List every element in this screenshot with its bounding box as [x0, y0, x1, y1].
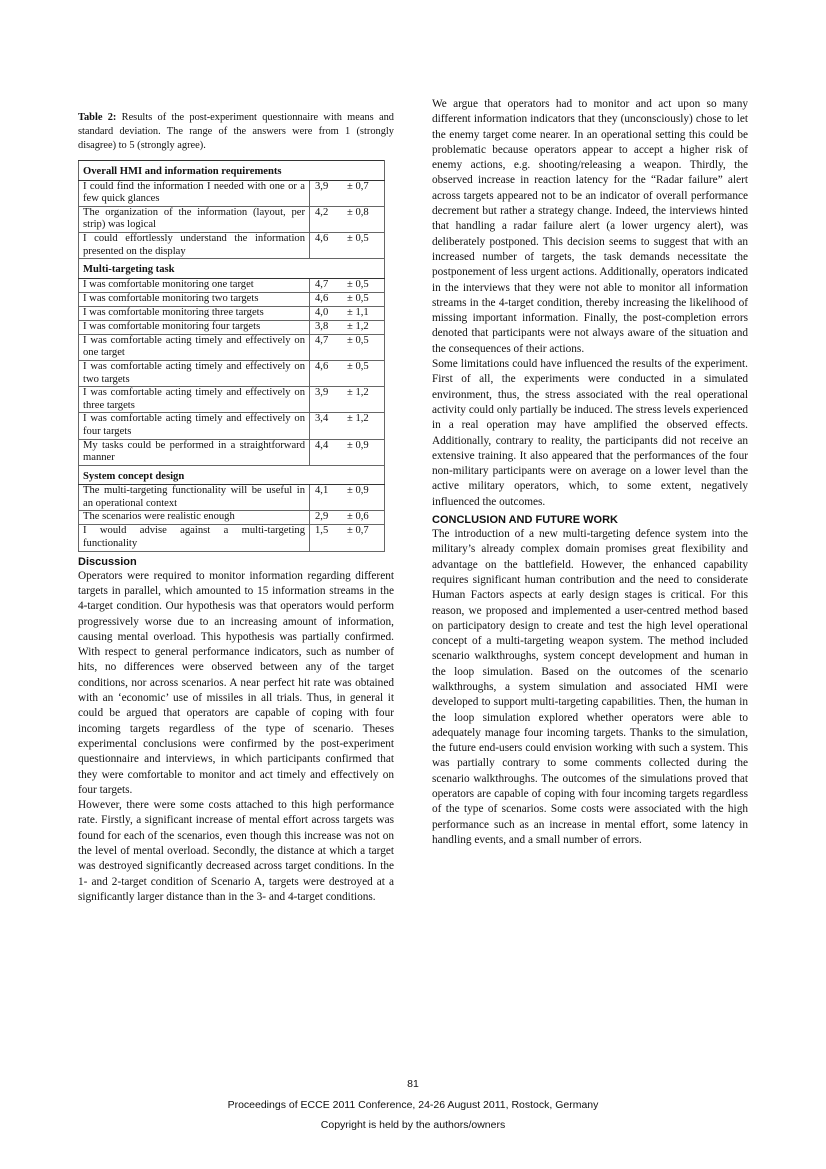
table-item-cell: I was comfortable monitoring three targets — [79, 306, 310, 320]
table-section-header — [79, 161, 385, 181]
table-row — [79, 320, 385, 334]
table-sd-cell: ± 1,1 — [343, 306, 385, 320]
table-mean-cell: 4,2 — [310, 206, 344, 232]
table-mean-cell: 3,9 — [310, 180, 344, 206]
table-section-title: System concept design — [79, 465, 385, 485]
table-row — [79, 306, 385, 320]
table-row — [79, 511, 385, 525]
table-mean-cell: 4,7 — [310, 334, 344, 360]
table-item-cell: My tasks could be performed in a straightforward manner — [79, 439, 310, 465]
table-item-cell: I was comfortable acting timely and effectively on three targets — [79, 387, 310, 413]
table-sd-cell: ± 0,9 — [343, 439, 385, 465]
table-section-title: Multi-targeting task — [79, 259, 385, 279]
table-sd-cell: ± 0,5 — [343, 232, 385, 258]
discussion-heading: Discussion — [78, 555, 137, 568]
table-row — [79, 439, 385, 465]
discussion-paragraph-3: We argue that operators had to monitor and act upon so many different information indicators that they (unconsciously) chose to let the enemy target come nearer. In an operational setting this could be problematic because operators appear to accept a higher risk of enemy actions, e.g. shooting/releasing a weapon. Thirdly, the observed increase in reaction latency for the “Radar failure” alert across targets appeared not to be an indicator of overall performance decrement but rather a strategy change. Indeed, the interviews hinted that handling a radar failure alert (a lower urgency alert), was deliberately postponed. This decision seems to suggest that with an increased number of targets, the task demands necessitate the postponement of less urgent actions. Additionally, operators indicated in the interviews that they were not able to monitor all information streams in the 4-target condition, thereby increasing the likelihood of missing important information. Finally, the post-completion errors denoted that participants were not always aware of the situation and the consequences of their actions. — [432, 98, 748, 355]
table-item-cell: I was comfortable acting timely and effectively on one target — [79, 334, 310, 360]
table-item-cell: I could find the information I needed with one or a few quick glances — [79, 180, 310, 206]
table-row — [79, 485, 385, 511]
discussion-paragraph-1: Operators were required to monitor information regarding different targets in parallel, which amounted to 15 information streams in the 4-target condition. Our hypothesis was that operators would perform progressively worse due to an increasing amount of information, causing mental overload. This hypothesis was partially confirmed. With respect to general performance indicators, such as number of hits, no differences were observed between any of the target conditions, nor across scenarios. A near perfect hit rate was obtained with an ‘economic’ use of missiles in all trials. Thus, in general it could be argued that operators are capable of coping with four incoming targets regardless of the type of scenario. Theses experimental conclusions were confirmed by the post-experiment questionnaire and interviews, in which participants confirmed that they were comfortable to monitor and act timely and effectively on four targets. — [78, 569, 394, 796]
table-caption-label: Table 2: — [78, 112, 117, 123]
table-section-title: Overall HMI and information requirements — [79, 161, 385, 181]
table-sd-cell: ± 0,5 — [343, 334, 385, 360]
table-row — [79, 413, 385, 439]
table-row — [79, 206, 385, 232]
table-item-cell: I was comfortable monitoring four targets — [79, 320, 310, 334]
table-section-header — [79, 465, 385, 485]
table-sd-cell: ± 0,9 — [343, 485, 385, 511]
table-sd-cell: ± 1,2 — [343, 413, 385, 439]
right-column — [432, 97, 748, 848]
table-sd-cell: ± 1,2 — [343, 387, 385, 413]
table-caption-text: Results of the post-experiment questionnaire with means and standard deviation. The range of the answers were from 1 (strongly disagree) to 5 (strongly agree). — [78, 112, 394, 151]
table-mean-cell: 4,6 — [310, 360, 344, 386]
questionnaire-table — [78, 160, 385, 552]
table-mean-cell: 4,4 — [310, 439, 344, 465]
table-sd-cell: ± 1,2 — [343, 320, 385, 334]
table-sd-cell: ± 0,5 — [343, 360, 385, 386]
discussion-paragraph-2: However, there were some costs attached to this high performance rate. Firstly, a significant increase of mental effort across targets was found for each of the scenarios, even though this increase was not on the level of mental overload. Secondly, the distance at which a target was destroyed significantly decreased across target conditions. In the 1- and 2-target condition of Scenario A, targets were destroyed at a significantly larger distance than in the 3- and 4-target conditions. — [78, 799, 394, 903]
table-mean-cell: 4,1 — [310, 485, 344, 511]
page-number: 81 — [407, 1078, 419, 1090]
table-item-cell: I was comfortable monitoring two targets — [79, 292, 310, 306]
table-mean-cell: 3,9 — [310, 387, 344, 413]
table-sd-cell: ± 0,5 — [343, 292, 385, 306]
table-item-cell: I was comfortable monitoring one target — [79, 278, 310, 292]
table-mean-cell: 4,6 — [310, 232, 344, 258]
table-item-cell: The scenarios were realistic enough — [79, 511, 310, 525]
left-column — [78, 97, 394, 905]
proceedings-line: Proceedings of ECCE 2011 Conference, 24-26 August 2011, Rostock, Germany — [227, 1099, 599, 1111]
table-item-cell: I would advise against a multi-targeting functionality — [79, 525, 310, 551]
table-mean-cell: 4,0 — [310, 306, 344, 320]
discussion-paragraph-4: Some limitations could have influenced the results of the experiment. First of all, the experiments were conducted in a simulated environment, thus, the stress associated with the real operational activity could only partially be induced. The stress levels experienced in a real operation may have amplified the observed effects. Additionally, contrary to reality, the participants did not receive an extensive training. It also appeared that the performances of the four non-military participants were on average on a lower level than the active military operators, which, to some extent, negatively influenced the outcomes. — [432, 358, 748, 508]
table-item-cell: I was comfortable acting timely and effectively on four targets — [79, 413, 310, 439]
table-row — [79, 360, 385, 386]
table-mean-cell: 2,9 — [310, 511, 344, 525]
table-mean-cell: 4,7 — [310, 278, 344, 292]
conclusion-heading: CONCLUSION AND FUTURE WORK — [432, 514, 618, 527]
table-row — [79, 292, 385, 306]
table-row — [79, 232, 385, 258]
table-item-cell: I was comfortable acting timely and effectively on two targets — [79, 360, 310, 386]
table-mean-cell: 1,5 — [310, 525, 344, 551]
table-item-cell: The organization of the information (layout, per strip) was logical — [79, 206, 310, 232]
table-section-header — [79, 259, 385, 279]
table-mean-cell: 3,4 — [310, 413, 344, 439]
table-mean-cell: 4,6 — [310, 292, 344, 306]
table-sd-cell: ± 0,7 — [343, 525, 385, 551]
copyright-line: Copyright is held by the authors/owners — [320, 1119, 506, 1131]
table-row — [79, 334, 385, 360]
table-sd-cell: ± 0,8 — [343, 206, 385, 232]
table-sd-cell: ± 0,6 — [343, 511, 385, 525]
table-sd-cell: ± 0,5 — [343, 278, 385, 292]
conclusion-paragraph: The introduction of a new multi-targeting defence system into the military’s already complex domain promises great flexibility and advantage on the battlefield. However, the enhanced capability requires significant human contribution and the need to considerate Human Factors aspects at early design stages is critical. For this reason, we proposed and implemented a user-centred method based on participatory design to create and test the high level operational concept of a multi-targeting weapon system. The method included scenario walkthroughs, system concept development and human in the loop simulation. Based on the outcomes of the scenario walkthroughs, a system simulation and associated HMI were developed to support multi-targeting capabilities. Then, the human in the loop simulation explored whether operators were able to adequately manage four incoming targets. Thanks to the simulation, the future end-users could envision working with such a system. This was partially contrary to some comments collected during the scenario walkthroughs. The outcomes of the simulations proved that operators are capable of coping with four incoming targets regardless of the type of scenarios. Some costs were associated with the high performance such as an increase in mental effort, some latency in handling events, and a small number of errors. — [432, 528, 748, 846]
table-row — [79, 525, 385, 551]
table-row — [79, 387, 385, 413]
table-caption — [78, 111, 394, 153]
table-item-cell: I could effortlessly understand the information presented on the display — [79, 232, 310, 258]
table-row — [79, 278, 385, 292]
table-row — [79, 180, 385, 206]
table-mean-cell: 3,8 — [310, 320, 344, 334]
table-sd-cell: ± 0,7 — [343, 180, 385, 206]
table-item-cell: The multi-targeting functionality will be useful in an operational context — [79, 485, 310, 511]
